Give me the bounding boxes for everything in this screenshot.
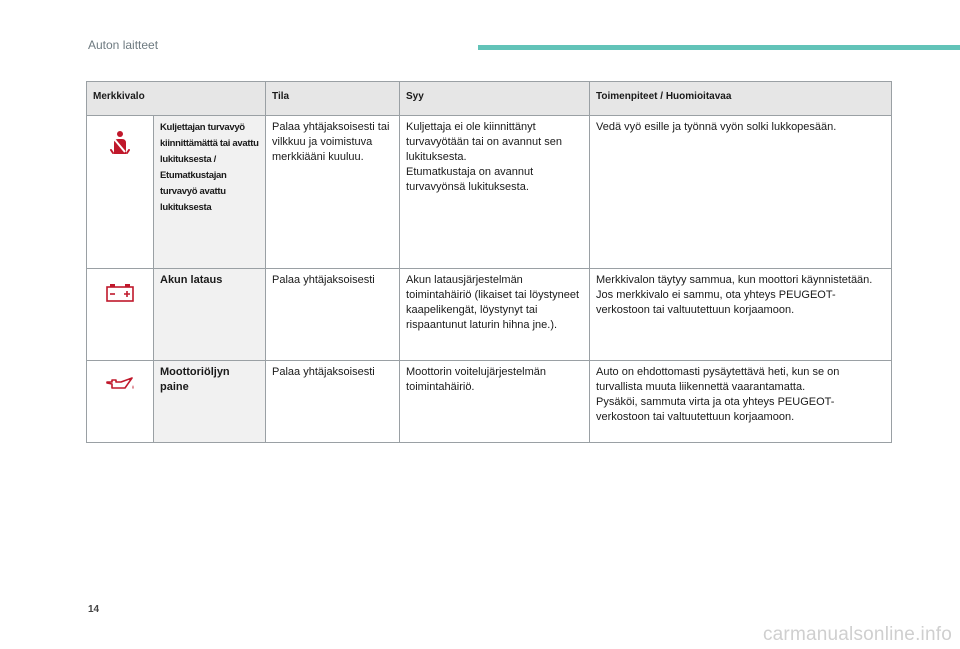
oil-can-icon xyxy=(104,375,136,398)
state-cell: Palaa yhtäjaksoisesti xyxy=(266,361,400,443)
cause-cell: Moottorin voitelujärjestelmän toimintahäiriö. xyxy=(400,361,590,443)
icon-cell xyxy=(87,269,154,361)
table-row xyxy=(87,361,892,443)
table-header-row xyxy=(87,82,892,116)
cause-cell xyxy=(400,116,590,269)
page-number: 14 xyxy=(88,604,100,615)
header-merkkivalo: Merkkivalo xyxy=(87,82,266,116)
section-title: Auton laitteet xyxy=(88,38,159,52)
name-cell: Moottoriöljyn paine xyxy=(154,361,266,443)
action-cell: Merkkivalon täytyy sammua, kun moottori käynnistetään. Jos merkkivalo ei sammu, ota yhteys PEUGEOT-verkostoon tai valtuutettuun korjaamoon. xyxy=(590,269,892,361)
table-row xyxy=(87,116,892,269)
battery-icon xyxy=(105,283,135,308)
row-name: Kuljettajan turvavyö kiinnittämättä tai avattu lukituksesta / Etumatkustajan turvavyö avattu lukituksesta xyxy=(160,122,259,213)
state-cell: Palaa yhtäjaksoisesti xyxy=(266,269,400,361)
header-tila: Tila xyxy=(266,82,400,116)
cause-cell: Akun latausjärjestelmän toimintahäiriö (likaiset tai löystyneet kaapelikengät, löystynyt tai rispaantunut laturin hihna jne.). xyxy=(400,269,590,361)
header-accent-bar xyxy=(478,45,960,50)
watermark: carmanualsonline.info xyxy=(762,624,952,645)
header-syy: Syy xyxy=(400,82,590,116)
name-cell xyxy=(154,116,266,269)
icon-cell xyxy=(87,361,154,443)
icon-cell xyxy=(87,116,154,269)
state-cell: Palaa yhtäjaksoisesti tai vilkkuu ja voimistuva merkkiääni kuuluu. xyxy=(266,116,400,269)
seatbelt-warning-icon xyxy=(108,130,132,161)
cause-text: Kuljettaja ei ole kiinnittänyt turvavyötään tai on avannut sen lukituksesta. Etumatkustaja on avannut turvavyönsä lukituksesta. xyxy=(406,121,562,193)
warning-lights-table xyxy=(86,81,892,443)
action-cell: Auto on ehdottomasti pysäytettävä heti, kun se on turvallista muuta liikennettä vaarantamatta. Pysäköi, sammuta virta ja ota yhteys PEUGEOT-verkostoon tai valtuutettuun korjaamoon. xyxy=(590,361,892,443)
name-cell: Akun lataus xyxy=(154,269,266,361)
action-cell: Vedä vyö esille ja työnnä vyön solki lukkopesään. xyxy=(590,116,892,269)
table-row xyxy=(87,269,892,361)
header-toimenpiteet: Toimenpiteet / Huomioitavaa xyxy=(590,82,892,116)
